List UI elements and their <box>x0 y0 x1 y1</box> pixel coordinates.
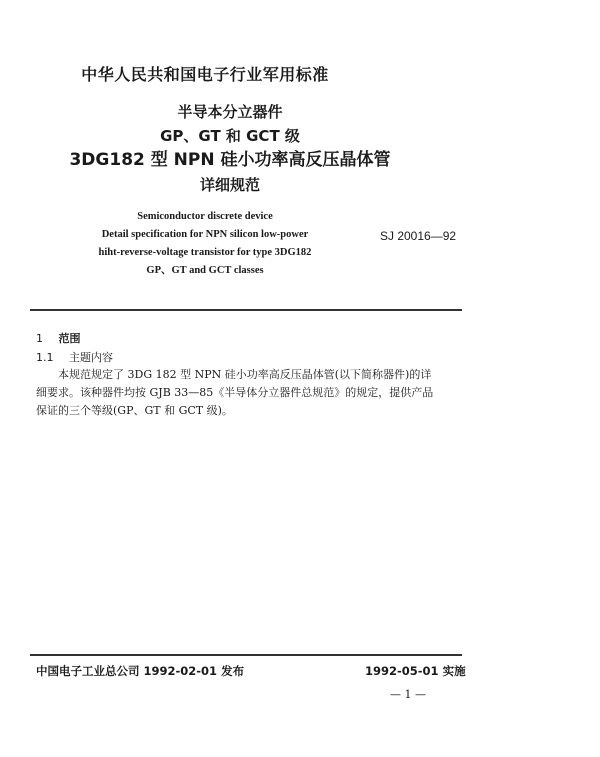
english-title-line: GP、GT and GCT classes <box>146 265 264 276</box>
english-title-line: Semiconductor discrete device <box>137 211 273 222</box>
standard-header: 中华人民共和国电子行业军用标准 <box>81 65 329 84</box>
english-title <box>40 208 370 280</box>
section-number: 1.1 <box>36 351 54 364</box>
effective-date: 1992-05-01 实施 <box>365 664 466 678</box>
section-1-1-heading <box>36 349 113 365</box>
section-1-heading <box>36 330 81 346</box>
section-title: 范围 <box>58 332 81 345</box>
issued-date: 中国电子工业总公司 1992-02-01 发布 <box>36 664 245 678</box>
standard-number: SJ 20016—92 <box>380 229 457 243</box>
top-divider <box>30 309 462 311</box>
title-line-2: GP、GT 和 GCT 级 <box>160 127 300 145</box>
title-line-4: 详细规范 <box>199 176 260 194</box>
english-title-line: hiht-reverse-voltage transistor for type 3DG182 <box>98 247 312 258</box>
title-line-1: 半导本分立器件 <box>177 103 283 121</box>
section-number: 1 <box>36 332 43 345</box>
section-title: 主题内容 <box>69 351 113 364</box>
bottom-divider <box>30 654 462 656</box>
english-title-line: Detail specification for NPN silicon low-power <box>101 229 309 240</box>
title-line-3: 3DG182 型 NPN 硅小功率高反压晶体管 <box>69 150 391 170</box>
page-number: — 1 — <box>390 688 426 701</box>
scope-paragraph: 本规范规定了 3DG 182 型 NPN 硅小功率高反压晶体管(以下简称器件)的详细要求。该种器件均按 GJB 33—85《半导体分立器件总规范》的规定，提供产品保证的三个等级(GP、GT 和 GCT 级)。 <box>36 368 434 417</box>
